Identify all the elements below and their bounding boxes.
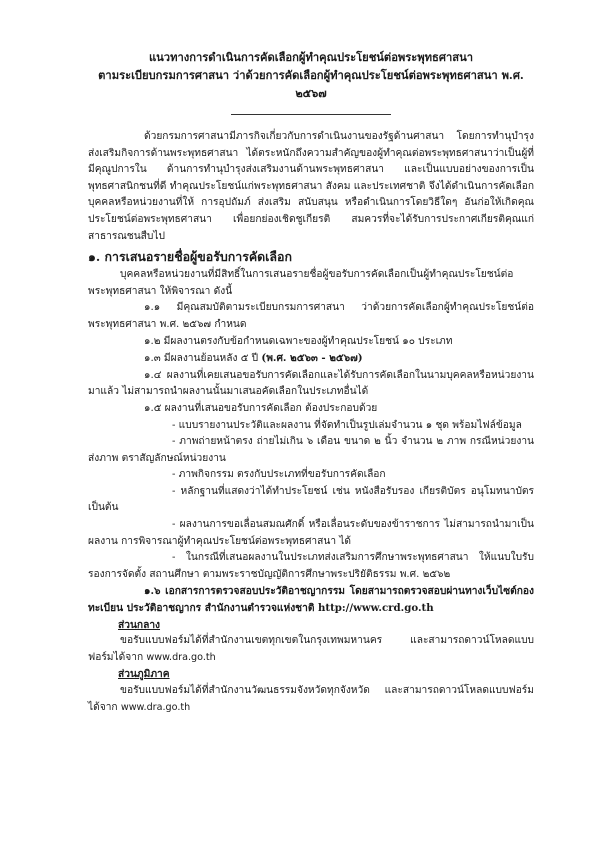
title-divider xyxy=(231,114,391,115)
list-item: - หลักฐานที่แสดงว่าได้ทำประโยชน์ เช่น หนังสือรับรอง เกียรติบัตร อนุโมทนาบัตร เป็นต้น xyxy=(88,485,534,514)
document-subtitle: ตามระเบียบกรมการศาสนา ว่าด้วยการคัดเลือกผู้ทำคุณประโยชน์ต่อพระพุทธศาสนา พ.ศ. ๒๕๖๗ xyxy=(98,68,524,100)
central-text-body: ขอรับแบบฟอร์มได้ที่สำนักงานเขตทุกเขตในกรุงเทพมหานคร และสามารถดาวน์โหลดแบบฟอร์มได้จาก xyxy=(88,635,534,663)
item-1-2: ๑.๒ มีผลงานตรงกับข้อกำหนดเฉพาะของผู้ทำคุณประโยชน์ ๑๐ ประเภท xyxy=(144,335,453,347)
regional-text xyxy=(88,683,534,716)
item-1-3-years: (พ.ศ. ๒๕๖๓ - ๒๕๖๗) xyxy=(261,352,363,365)
section-1-lead: บุคคลหรือหน่วยงานที่มีสิทธิ์ในการเสนอรายชื่อผู้ขอรับการคัดเลือกเป็นผู้ทำคุณประโยชน์ต่อพระพุทธศาสนา ให้พิจารณา ดังนี้ xyxy=(88,269,514,297)
item-1-3-text: ๑.๓ มีผลงานย้อนหลัง ๕ ปี xyxy=(144,353,262,365)
document-title: แนวทางการดำเนินการคัดเลือกผู้ทำคุณประโยชน์ต่อพระพุทธศาสนา xyxy=(148,50,474,64)
item-1-5: ๑.๕ ผลงานที่เสนอขอรับการคัดเลือก ต้องประกอบด้วย xyxy=(144,402,378,414)
regional-heading: ส่วนภูมิภาค xyxy=(118,668,170,681)
list-item: - ผลงานการขอเลื่อนสมณศักดิ์ หรือเลื่อนระดับของข้าราชการ ไม่สามารถนำมาเป็นผลงาน การพิจารณาผู้ทำคุณประโยชน์ต่อพระพุทธศาสนา ได้ xyxy=(88,519,534,547)
regional-link[interactable]: www.dra.go.th xyxy=(120,701,191,713)
list-item: - ภาพกิจกรรม ตรงกับประเภทที่ขอรับการคัดเลือก xyxy=(172,469,386,481)
list-item: - ในกรณีที่เสนอผลงานในประเภทส่งเสริมการศึกษาพระพุทธศาสนา ให้แนบใบรับรองการจัดตั้ง สถานศึกษา ตามพระราชบัญญัติการศึกษาพระปริยัติธรรม พ.ศ. ๒๕๖๒ xyxy=(88,552,534,580)
item-1-6: ๑.๖ เอกสารการตรวจสอบประวัติอาชญากรรม โดยสามารถตรวจสอบผ่านทางเว็บไซต์กองทะเบียน ประวัติอาชญากร สำนักงานตำรวจแห่งชาติ http://www.crd.go.th xyxy=(88,585,534,615)
central-text xyxy=(88,633,534,666)
list-item: - แบบรายงานประวัติและผลงาน ที่จัดทำเป็นรูปเล่มจำนวน ๑ ชุด พร้อมไฟล์ข้อมูล xyxy=(172,419,522,431)
item-1-3 xyxy=(88,350,534,368)
item-1-1: ๑.๑ มีคุณสมบัติตามระเบียบกรมการศาสนา ว่าด้วยการคัดเลือกผู้ทำคุณประโยชน์ต่อพระพุทธศาสนา พ.ศ. ๒๕๖๗ กำหนด xyxy=(88,302,534,330)
section-1-heading: ๑. การเสนอรายชื่อผู้ขอรับการคัดเลือก xyxy=(88,249,292,265)
list-item: - ภาพถ่ายหน้าตรง ถ่ายไม่เกิน ๖ เดือน ขนาด ๒ นิ้ว จำนวน ๒ ภาพ กรณีหน่วยงานส่งภาพ ตราสัญลักษณ์หน่วยงาน xyxy=(88,436,534,464)
central-link[interactable]: www.dra.go.th xyxy=(146,651,216,663)
item-1-4: ๑.๔ ผลงานที่เคยเสนอขอรับการคัดเลือกและได้รับการคัดเลือกในนามบุคคลหรือหน่วยงานมาแล้ว ไม่สามารถนำผลงานนั้นมาเสนอคัดเลือกในประเภทอื่นได้ xyxy=(88,369,534,398)
intro-paragraph: ด้วยกรมการศาสนามีภารกิจเกี่ยวกับการดำเนินงานของรัฐด้านศาสนา โดยการทำนุบำรุง ส่งเสริมกิจการด้านพระพุทธศาสนา ได้ตระหนักถึงความสำคัญของผู้ทำคุณต่อพระพุทธศาสนาว่าเป็นผู้ที่มีคุณูปการใน ด้านการทำนุบำรุงส่งเสริมงานด้านพระพุทธศาสนา และเป็นแบบอย่างของการเป็นพุทธศาสนิกชนที่ดี ทำคุณประโยชน์แก่พระพุทธศาสนา สังคม และประเทศชาติ จึงได้ดำเนินการคัดเลือกบุคคลหรือหน่วยงานที่ให้ การอุปถัมภ์ ส่งเสริม สนับสนุน หรือดำเนินการโดยวิธีใดๆ อันก่อให้เกิดคุณประโยชน์ต่อพระพุทธศาสนา เพื่อยกย่องเชิดชูเกียรติ สมควรที่จะได้รับการประกาศเกียรติคุณแก่สาธารณชนสืบไป xyxy=(88,131,534,242)
central-heading: ส่วนกลาง xyxy=(118,618,161,631)
regional-text-body: ขอรับแบบฟอร์มได้ที่สำนักงานวัฒนธรรมจังหวัดทุกจังหวัด และสามารถดาวน์โหลดแบบฟอร์มได้จาก xyxy=(88,685,534,713)
